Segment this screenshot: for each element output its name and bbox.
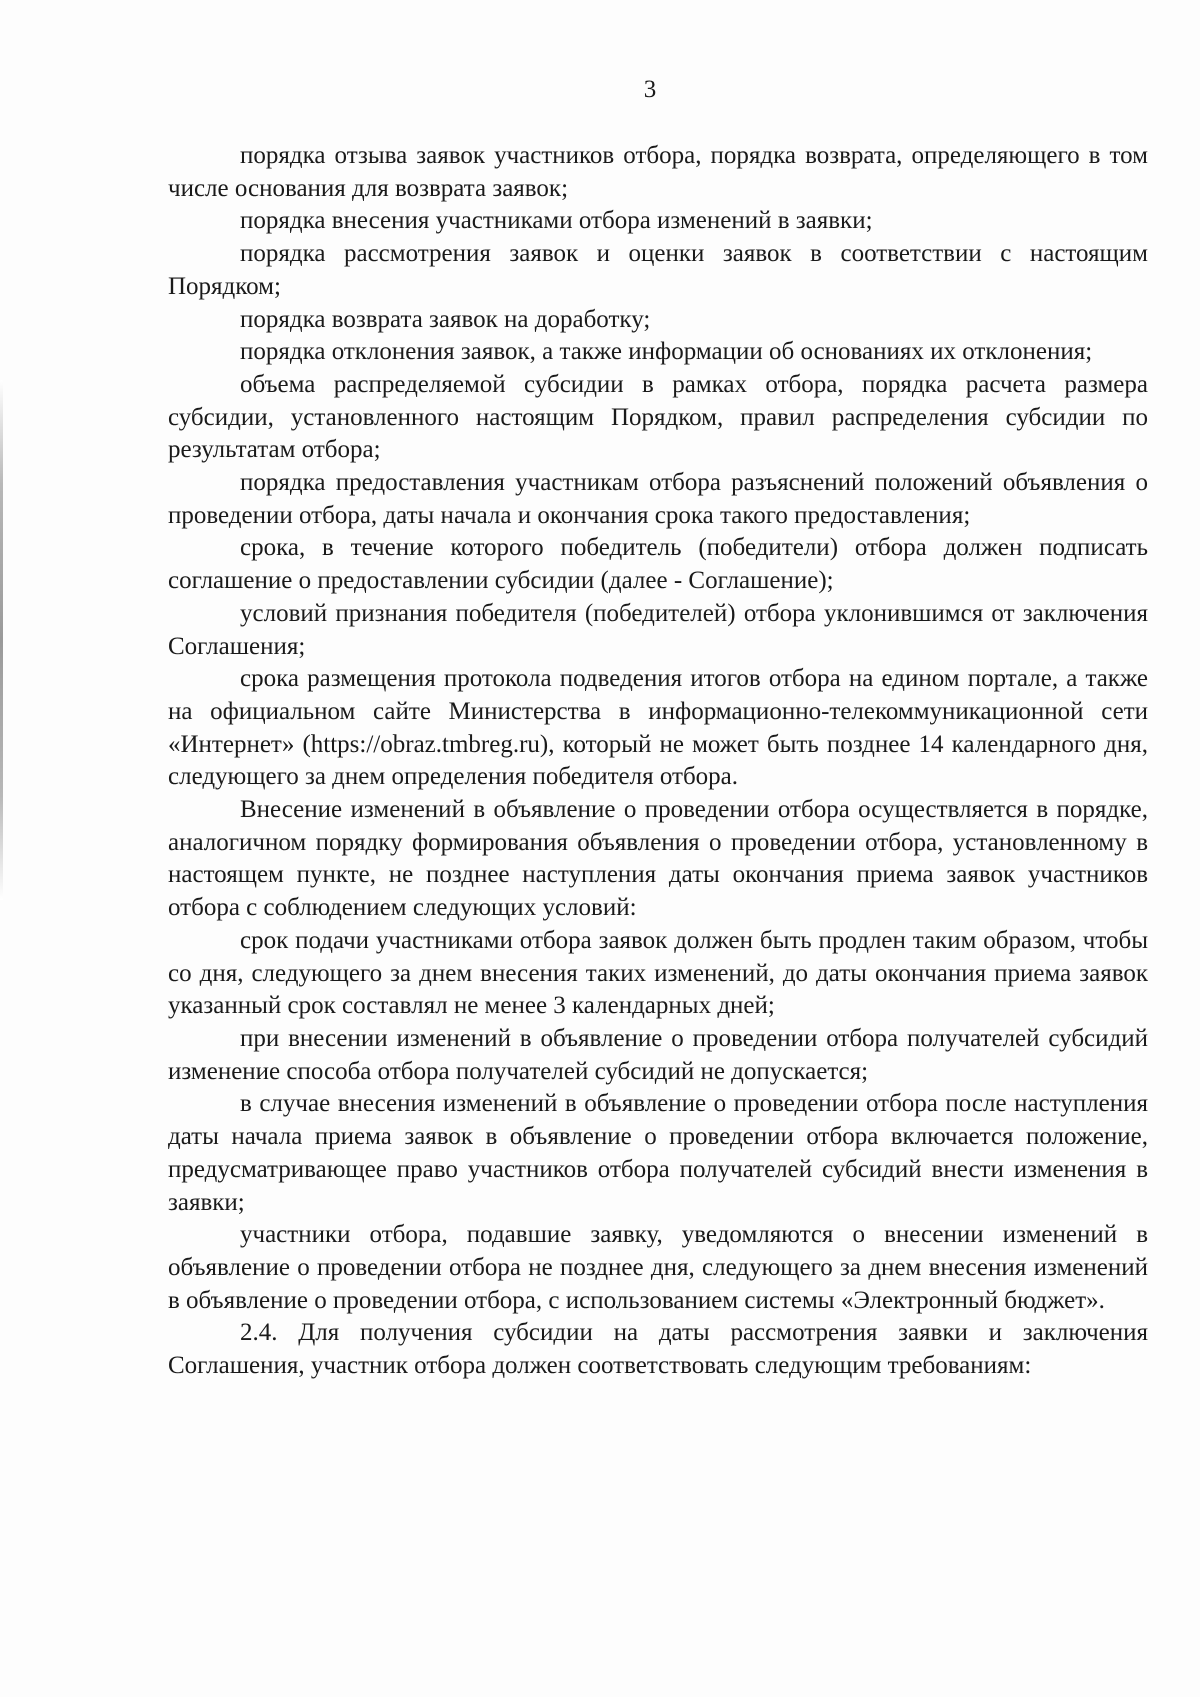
paragraph: порядка предоставления участникам отбора разъяснений положений объявления о проведении отбора, даты начала и окончания срока такого предоставления; [168,469,1148,529]
document-body [168,140,1148,1383]
paragraph: в случае внесения изменений в объявление о проведении отбора после наступления даты начала приема заявок в объявление о проведении отбора включается положение, предусматривающее право участников отбора получателей субсидий внести изменения в заявки; [168,1090,1148,1216]
paragraph: срок подачи участниками отбора заявок должен быть продлен таким образом, чтобы со дня, следующего за днем внесения таких изменений, до даты окончания приема заявок указанный срок составлял не менее 3 календарных дней; [168,926,1148,1020]
scan-edge-shadow [0,380,3,900]
paragraph: при внесении изменений в объявление о проведении отбора получателей субсидий изменение способа отбора получателей субсидий не допускается; [168,1024,1148,1085]
paragraph: порядка отклонения заявок, а также информации об основаниях их отклонения; [240,338,1093,366]
paragraph: порядка рассмотрения заявок и оценки заявок в соответствии с настоящим Порядком; [168,240,1148,300]
paragraph: порядка внесения участниками отбора изменений в заявки; [240,207,873,235]
paragraph: объема распределяемой субсидии в рамках отбора, порядка расчета размера субсидии, установленного настоящим Порядком, правил распределения субсидии по результатам отбора; [168,370,1148,464]
paragraph: срока размещения протокола подведения итогов отбора на едином портале, а также на официальном сайте Министерства в информационно-телекоммуникационной сети «Интернет» (https://obraz.tmbreg.ru), который не может быть позднее 14 календарного дня, следующего за днем определения победителя отбора. [168,665,1148,791]
paragraph: срока, в течение которого победитель (победители) отбора должен подписать соглашение о предоставлении субсидии (далее - Соглашение); [168,534,1148,595]
paragraph: порядка возврата заявок на доработку; [240,305,651,333]
paragraph: участники отбора, подавшие заявку, уведомляются о внесении изменений в объявление о проведении отбора не позднее дня, следующего за днем внесения изменений в объявление о проведении отбора, с использованием системы «Электронный бюджет». [168,1221,1148,1314]
paragraph: 2.4. Для получения субсидии на даты рассмотрения заявки и заключения Соглашения, участник отбора должен соответствовать следующим требованиям: [168,1319,1148,1380]
page-number: 3 [643,76,657,103]
paragraph: условий признания победителя (победителей) отбора уклонившимся от заключения Соглашения; [168,599,1148,660]
paragraph: порядка отзыва заявок участников отбора, порядка возврата, определяющего в том числе основания для возврата заявок; [168,142,1148,202]
paragraph: Внесение изменений в объявление о проведении отбора осуществляется в порядке, аналогичном порядку формирования объявления о проведении отбора, установленному в настоящем пункте, не позднее наступления даты окончания приема заявок участников отбора с соблюдением следующих условий: [168,796,1148,922]
